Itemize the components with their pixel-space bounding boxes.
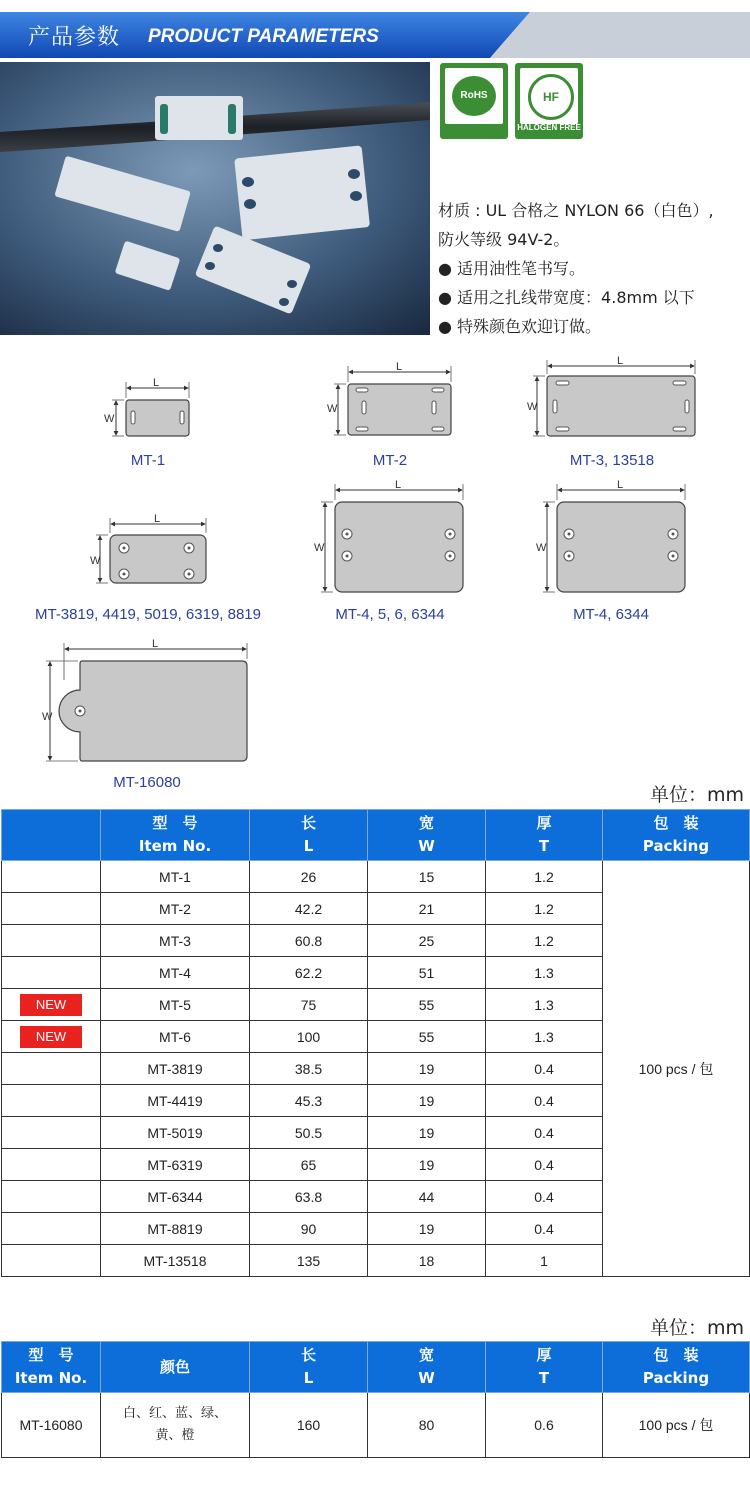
cell-length: 62.2: [250, 957, 368, 989]
cell-length: 60.8: [250, 925, 368, 957]
material-specs: [438, 196, 748, 341]
dim-l-label: L: [152, 638, 159, 650]
cell-length: 50.5: [250, 1117, 368, 1149]
new-badge: NEW: [20, 1026, 82, 1048]
cell-length: 42.2: [250, 893, 368, 925]
table2-header-row: [2, 1342, 750, 1393]
cell-length: 100: [250, 1021, 368, 1053]
cell-item: MT-16080: [2, 1393, 101, 1458]
cell-color: 白、红、蓝、绿、 黄、橙: [101, 1393, 250, 1458]
cell-thickness: 0.4: [486, 1085, 603, 1117]
cell-item: MT-8819: [101, 1213, 250, 1245]
cell-thickness: 0.4: [486, 1117, 603, 1149]
cell-tag: [2, 861, 101, 893]
dim-w-label: W: [527, 401, 538, 413]
cell-tag: [2, 925, 101, 957]
unit-label-2: 单位：mm: [649, 1317, 744, 1339]
cell-length: 65: [250, 1149, 368, 1181]
cell-item: MT-3819: [101, 1053, 250, 1085]
table-row: [2, 861, 750, 893]
table-header-row: [2, 810, 750, 861]
cell-width: 55: [368, 1021, 486, 1053]
dim-w-label: W: [90, 555, 101, 567]
cell-tag: [2, 1149, 101, 1181]
product-photo: [0, 62, 430, 335]
dim-l-label: L: [617, 479, 624, 491]
caption-mt1: MT-1: [130, 452, 166, 469]
header-packing: 包 装 Packing: [603, 1342, 750, 1393]
cell-thickness: 0.4: [486, 1053, 603, 1085]
cell-width: 19: [368, 1149, 486, 1181]
dim-l-label: L: [395, 479, 402, 491]
cell-width: 44: [368, 1181, 486, 1213]
cell-tag: [2, 957, 101, 989]
cell-packing: 100 pcs / 包: [603, 1393, 750, 1458]
cell-tag: [2, 1213, 101, 1245]
cell-item: MT-6319: [101, 1149, 250, 1181]
spec-line: 材质 : UL 合格之 NYLON 66（白色）,: [438, 201, 714, 220]
cell-tag: [2, 893, 101, 925]
halogen-free-icon: HF: [528, 74, 574, 120]
header-length: 长 L: [250, 810, 368, 861]
cell-length: 160: [250, 1393, 368, 1458]
cell-item: MT-5019: [101, 1117, 250, 1149]
dim-w-label: W: [42, 711, 53, 723]
dim-w-label: W: [536, 542, 547, 554]
header-width: 宽 W: [368, 1342, 486, 1393]
dim-l-label: L: [396, 361, 403, 373]
spec-line: 防火等级 94V-2。: [438, 230, 570, 249]
cell-length: 135: [250, 1245, 368, 1277]
cell-tag: [2, 1245, 101, 1277]
cell-item: MT-3: [101, 925, 250, 957]
cell-item: MT-5: [101, 989, 250, 1021]
tag-mt46344-shape: [557, 502, 685, 592]
cell-width: 55: [368, 989, 486, 1021]
cell-width: 25: [368, 925, 486, 957]
cell-length: 26: [250, 861, 368, 893]
tag-mt16080-shape: [59, 661, 247, 761]
header-thickness: 厚 T: [486, 1342, 603, 1393]
cell-thickness: 1.2: [486, 893, 603, 925]
cell-thickness: 0.4: [486, 1181, 603, 1213]
cell-thickness: 1.3: [486, 1021, 603, 1053]
header-item: 型 号 Item No.: [2, 1342, 101, 1393]
cell-length: 45.3: [250, 1085, 368, 1117]
dimension-diagrams: [0, 350, 750, 800]
cell-width: 80: [368, 1393, 486, 1458]
header-blank: [2, 810, 101, 861]
header-packing: 包 装 Packing: [603, 810, 750, 861]
cell-length: 75: [250, 989, 368, 1021]
cell-thickness: 1.2: [486, 925, 603, 957]
table-row: [2, 1393, 750, 1458]
cell-length: 38.5: [250, 1053, 368, 1085]
caption-mt3819: MT-3819, 4419, 5019, 6319, 8819: [34, 606, 261, 623]
caption-mt3: MT-3, 13518: [569, 452, 655, 469]
cell-width: 51: [368, 957, 486, 989]
new-badge: NEW: [20, 994, 82, 1016]
cell-thickness: 0.4: [486, 1149, 603, 1181]
spec-line: ● 适用油性笔书写。: [438, 259, 586, 278]
header-title-cn: 产品参数: [28, 25, 121, 50]
caption-mt46344: MT-4, 6344: [573, 606, 649, 623]
cell-thickness: 0.4: [486, 1213, 603, 1245]
cell-width: 19: [368, 1117, 486, 1149]
cell-packing: 100 pcs / 包: [603, 861, 750, 1277]
caption-mt456: MT-4, 5, 6, 6344: [335, 606, 445, 623]
cell-width: 15: [368, 861, 486, 893]
cell-width: 18: [368, 1245, 486, 1277]
cell-thickness: 1.3: [486, 989, 603, 1021]
halogen-free-label: HALOGEN FREE: [517, 123, 581, 132]
header-color: 颜色: [101, 1342, 250, 1393]
cell-thickness: 1: [486, 1245, 603, 1277]
spec-line: ● 适用之扎线带宽度：4.8mm 以下: [438, 288, 695, 307]
unit-label: 单位：mm: [649, 784, 744, 806]
cell-width: 21: [368, 893, 486, 925]
cell-tag: [2, 989, 101, 1021]
rohs-icon: RoHS: [452, 76, 496, 116]
cell-tag: [2, 1117, 101, 1149]
cell-item: MT-4419: [101, 1085, 250, 1117]
cell-tag: [2, 1181, 101, 1213]
header-thickness: 厚 T: [486, 810, 603, 861]
header-banner: [0, 12, 750, 58]
cell-item: MT-4: [101, 957, 250, 989]
cell-item: MT-2: [101, 893, 250, 925]
specs-table-2: [1, 1341, 750, 1458]
dim-w-label: W: [314, 542, 325, 554]
cell-item: MT-13518: [101, 1245, 250, 1277]
header-item: 型 号 Item No.: [101, 810, 250, 861]
cell-thickness: 1.2: [486, 861, 603, 893]
cell-length: 90: [250, 1213, 368, 1245]
cell-tag: [2, 1021, 101, 1053]
cell-thickness: 1.3: [486, 957, 603, 989]
tag-mt456-shape: [335, 502, 463, 592]
cell-tag: [2, 1085, 101, 1117]
cell-thickness: 0.6: [486, 1393, 603, 1458]
tag-mt3-shape: [547, 376, 695, 436]
header-title-en: PRODUCT PARAMETERS: [148, 26, 379, 47]
halogen-free-badge: [515, 63, 583, 139]
specs-table: [1, 809, 750, 1277]
dim-l-label: L: [153, 377, 160, 389]
caption-mt2: MT-2: [372, 452, 408, 469]
dim-w-label: W: [104, 413, 115, 425]
cell-width: 19: [368, 1053, 486, 1085]
cell-width: 19: [368, 1213, 486, 1245]
dim-l-label: L: [154, 513, 161, 525]
header-width: 宽 W: [368, 810, 486, 861]
header-length: 长 L: [250, 1342, 368, 1393]
cell-item: MT-6: [101, 1021, 250, 1053]
rohs-badge: [440, 63, 508, 139]
cell-item: MT-1: [101, 861, 250, 893]
cell-width: 19: [368, 1085, 486, 1117]
cell-item: MT-6344: [101, 1181, 250, 1213]
cell-length: 63.8: [250, 1181, 368, 1213]
caption-mt16080: MT-16080: [113, 774, 181, 791]
spec-line: ● 特殊颜色欢迎订做。: [438, 317, 602, 336]
cell-tag: [2, 1053, 101, 1085]
dim-l-label: L: [617, 355, 624, 367]
dim-w-label: W: [327, 403, 338, 415]
